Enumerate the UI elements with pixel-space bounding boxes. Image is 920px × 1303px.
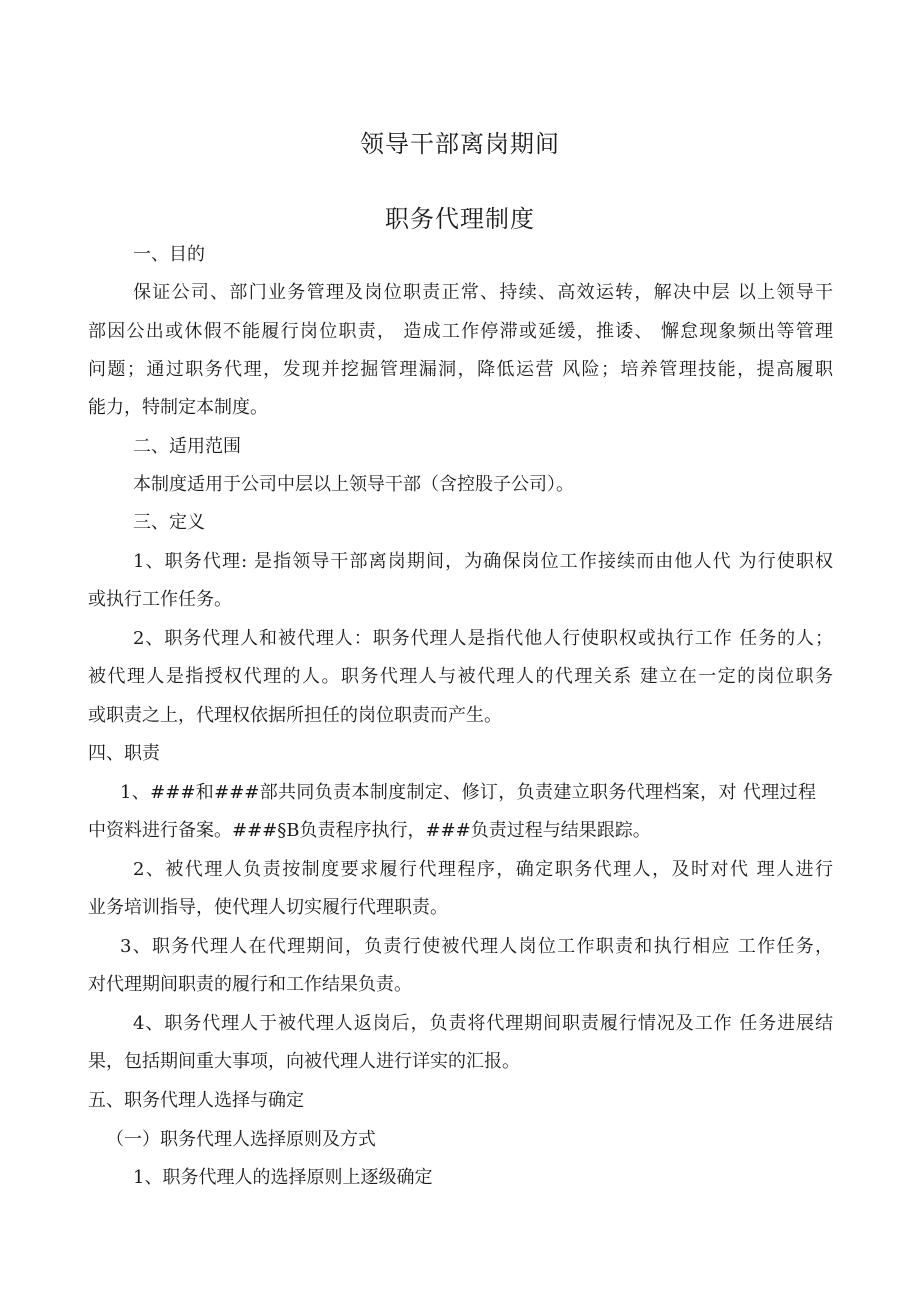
paragraph-line: 4、职务代理人于被代理人返岗后，负责将代理期间职责履行情况及工作 任务进展结 [133, 1013, 833, 1034]
section-heading-definition: 三、定义 [133, 512, 205, 533]
section-heading-scope: 二、适用范围 [133, 436, 241, 457]
paragraph-line: 果，包括期间重大事项，向被代理人进行详实的汇报。 [88, 1051, 520, 1072]
section-heading-duties: 四、职责 [88, 743, 160, 764]
paragraph-line: 1、职务代理人的选择原则上逐级确定 [133, 1167, 433, 1188]
paragraph-line: 2、职务代理人和被代理人：职务代理人是指代他人行使职权或执行工作 任务的人； [133, 628, 833, 649]
paragraph-line: 对代理期间职责的履行和工作结果负责。 [88, 974, 412, 995]
subsection-heading: （一）职务代理人选择原则及方式 [106, 1129, 376, 1150]
document-title-line1: 领导干部离岗期间 [360, 130, 560, 158]
section-heading-purpose: 一、目的 [133, 244, 205, 265]
paragraph-line: 1、###和###部共同负责本制度制定、修订，负责建立职务代理档案，对 代理过程 [120, 782, 816, 803]
paragraph-line: 被代理人是指授权代理的人。职务代理人与被代理人的代理关系 建立在一定的岗位职务 [88, 666, 833, 687]
paragraph-line: 本制度适用于公司中层以上领导干部（含控股子公司）。 [133, 474, 574, 495]
paragraph-line: 中资料进行备案。###§B负责程序执行，###负责过程与结果跟踪。 [88, 820, 651, 841]
document-title-line2: 职务代理制度 [385, 205, 535, 233]
paragraph-line: 2、被代理人负责按制度要求履行代理程序，确定职务代理人，及时对代 理人进行 [133, 859, 833, 880]
section-heading-selection: 五、职务代理人选择与确定 [88, 1090, 304, 1111]
paragraph-line: 或执行工作任务。 [88, 589, 232, 610]
paragraph-line: 问题；通过职务代理，发现并挖掘管理漏洞，降低运营 风险；培养管理技能，提高履职 [88, 359, 833, 380]
paragraph-line: 或职责之上，代理权依据所担任的岗位职责而产生。 [88, 705, 502, 726]
paragraph-line: 部因公出或休假不能履行岗位职责， 造成工作停滞或延缓，推诿、 懈怠现象频出等管理 [88, 321, 833, 342]
paragraph-line: 1、职务代理: 是指领导干部离岗期间，为确保岗位工作接续而由他人代 为行使职权 [133, 551, 833, 572]
paragraph-line: 能力，特制定本制度。 [88, 397, 268, 418]
paragraph-line: 保证公司、部门业务管理及岗位职责正常、持续、高效运转，解决中层 以上领导干 [133, 282, 833, 303]
paragraph-line: 3、职务代理人在代理期间，负责行使被代理人岗位工作职责和执行相应 工作任务， [120, 936, 833, 957]
paragraph-line: 业务培训指导，使代理人切实履行代理职责。 [88, 897, 448, 918]
